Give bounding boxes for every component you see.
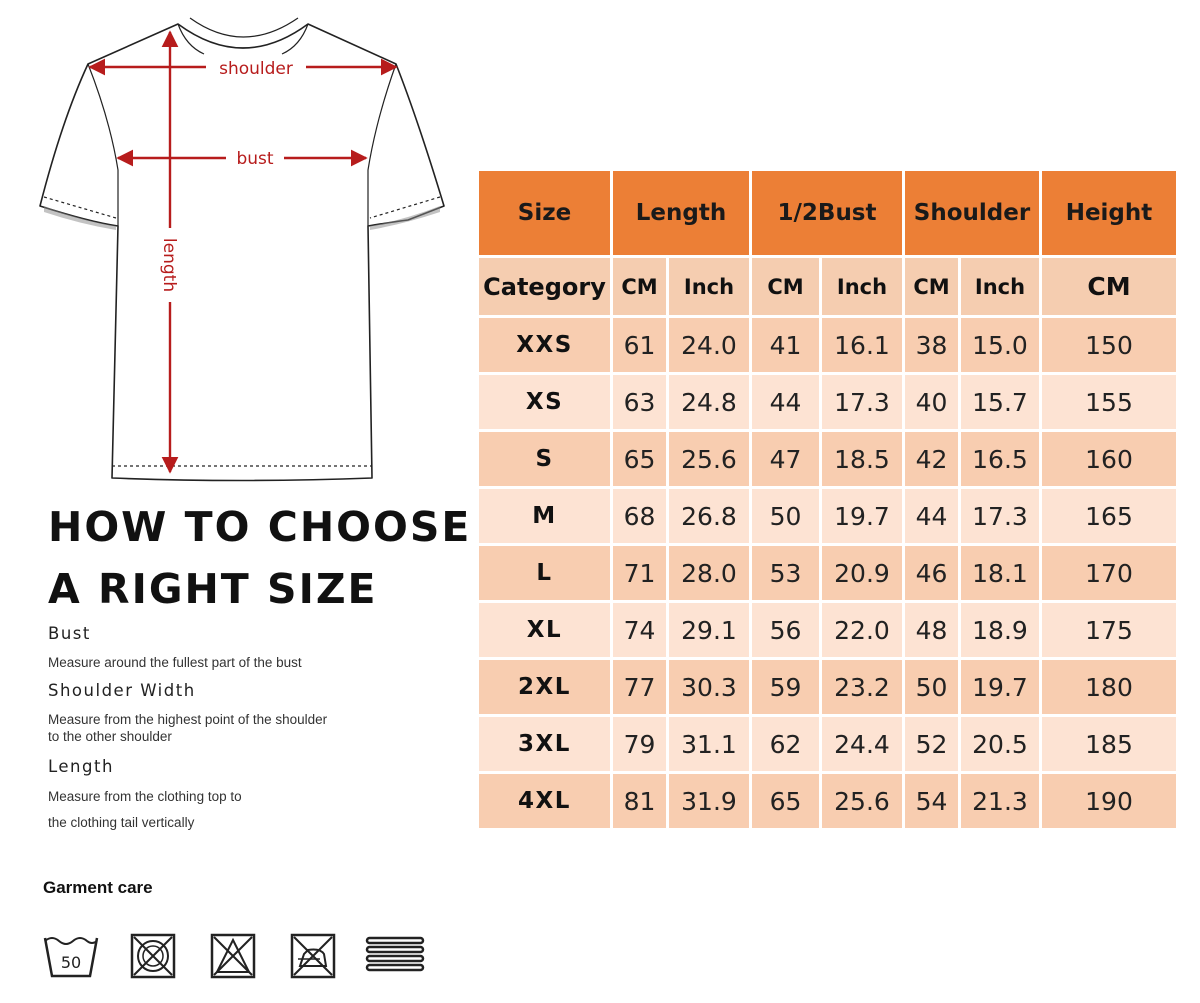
subheader-shoulder-inch: Inch (960, 257, 1041, 317)
cell-shoulder-inch: 18.9 (960, 602, 1041, 659)
cell-size: M (478, 488, 612, 545)
cell-height-cm: 150 (1041, 317, 1178, 374)
cell-bust-inch: 19.7 (821, 488, 904, 545)
cell-length-cm: 71 (612, 545, 668, 602)
tshirt-outline (40, 24, 444, 481)
bust-label: bust (236, 149, 274, 169)
cell-size: S (478, 431, 612, 488)
header-size: Size (478, 170, 612, 257)
cell-length-inch: 25.6 (668, 431, 751, 488)
cell-height-cm: 175 (1041, 602, 1178, 659)
guide-desc-bust: Measure around the fullest part of the bust (48, 655, 302, 670)
cell-bust-inch: 25.6 (821, 773, 904, 830)
heading-line-1: HOW TO CHOOSE (48, 503, 472, 551)
table-subheader-row (478, 257, 1178, 317)
guide-desc-shoulder-2: to the other shoulder (48, 729, 172, 744)
cell-shoulder-inch: 15.7 (960, 374, 1041, 431)
cell-height-cm: 165 (1041, 488, 1178, 545)
cell-height-cm: 185 (1041, 716, 1178, 773)
cell-shoulder-cm: 44 (904, 488, 960, 545)
cell-shoulder-inch: 17.3 (960, 488, 1041, 545)
header-shoulder: Shoulder (904, 170, 1041, 257)
page-heading (48, 496, 471, 620)
table-header-row (478, 170, 1178, 257)
cell-shoulder-inch: 21.3 (960, 773, 1041, 830)
cell-bust-inch: 20.9 (821, 545, 904, 602)
cell-size: 3XL (478, 716, 612, 773)
cell-shoulder-cm: 46 (904, 545, 960, 602)
garment-care-title: Garment care (43, 878, 153, 897)
guide-title-bust: Bust (48, 624, 91, 643)
cell-size: 2XL (478, 659, 612, 716)
cell-bust-cm: 44 (751, 374, 821, 431)
tshirt-diagram (0, 0, 470, 490)
cell-shoulder-inch: 16.5 (960, 431, 1041, 488)
header-height: Height (1041, 170, 1178, 257)
guide-desc-length-1: Measure from the clothing top to (48, 789, 242, 804)
cell-bust-inch: 24.4 (821, 716, 904, 773)
cell-bust-cm: 50 (751, 488, 821, 545)
guide-title-length: Length (48, 757, 114, 776)
subheader-bust-cm: CM (751, 257, 821, 317)
cell-bust-cm: 62 (751, 716, 821, 773)
cell-size: XL (478, 602, 612, 659)
subheader-length-inch: Inch (668, 257, 751, 317)
cell-size: XS (478, 374, 612, 431)
cell-bust-inch: 17.3 (821, 374, 904, 431)
length-label: length (159, 237, 179, 293)
do-not-tumble-dry-icon (130, 932, 176, 980)
cell-length-inch: 28.0 (668, 545, 751, 602)
heading-line-2: A RIGHT SIZE (48, 565, 378, 613)
cell-height-cm: 160 (1041, 431, 1178, 488)
cell-height-cm: 190 (1041, 773, 1178, 830)
do-not-iron-icon (290, 932, 336, 980)
cell-length-inch: 30.3 (668, 659, 751, 716)
cell-length-cm: 77 (612, 659, 668, 716)
cell-length-cm: 68 (612, 488, 668, 545)
size-chart-table (476, 168, 1179, 831)
cell-shoulder-cm: 54 (904, 773, 960, 830)
table-row (478, 374, 1178, 431)
table-row (478, 317, 1178, 374)
wash-temp-label: 50 (60, 953, 82, 972)
cell-shoulder-inch: 15.0 (960, 317, 1041, 374)
cell-shoulder-inch: 18.1 (960, 545, 1041, 602)
cell-size: 4XL (478, 773, 612, 830)
cell-shoulder-inch: 19.7 (960, 659, 1041, 716)
cell-length-inch: 31.1 (668, 716, 751, 773)
cell-bust-cm: 53 (751, 545, 821, 602)
guide-desc-length-2: the clothing tail vertically (48, 815, 195, 830)
table-row (478, 488, 1178, 545)
cell-shoulder-cm: 40 (904, 374, 960, 431)
cell-shoulder-cm: 48 (904, 602, 960, 659)
subheader-bust-inch: Inch (821, 257, 904, 317)
cell-length-cm: 65 (612, 431, 668, 488)
cell-height-cm: 180 (1041, 659, 1178, 716)
subheader-shoulder-cm: CM (904, 257, 960, 317)
cell-length-cm: 79 (612, 716, 668, 773)
cell-shoulder-cm: 42 (904, 431, 960, 488)
cell-length-cm: 74 (612, 602, 668, 659)
guide-desc-shoulder-1: Measure from the highest point of the shoulder (48, 712, 328, 727)
cell-shoulder-cm: 50 (904, 659, 960, 716)
cell-bust-inch: 23.2 (821, 659, 904, 716)
cell-bust-cm: 59 (751, 659, 821, 716)
cell-bust-cm: 65 (751, 773, 821, 830)
cell-length-inch: 26.8 (668, 488, 751, 545)
header-length: Length (612, 170, 751, 257)
cell-shoulder-cm: 52 (904, 716, 960, 773)
cell-length-inch: 31.9 (668, 773, 751, 830)
cell-bust-cm: 41 (751, 317, 821, 374)
subheader-height-cm: CM (1041, 257, 1178, 317)
cell-length-inch: 29.1 (668, 602, 751, 659)
dry-flat-icon (365, 932, 425, 978)
do-not-bleach-icon (210, 932, 256, 980)
cell-height-cm: 155 (1041, 374, 1178, 431)
cell-length-inch: 24.0 (668, 317, 751, 374)
subheader-category: Category (478, 257, 612, 317)
cell-length-inch: 24.8 (668, 374, 751, 431)
cell-bust-inch: 16.1 (821, 317, 904, 374)
cell-shoulder-cm: 38 (904, 317, 960, 374)
cell-shoulder-inch: 20.5 (960, 716, 1041, 773)
cell-size: L (478, 545, 612, 602)
table-row (478, 431, 1178, 488)
table-row (478, 716, 1178, 773)
wash-50-icon (42, 932, 100, 982)
cell-bust-cm: 56 (751, 602, 821, 659)
cell-bust-cm: 47 (751, 431, 821, 488)
cell-bust-inch: 22.0 (821, 602, 904, 659)
shoulder-label: shoulder (219, 59, 293, 79)
cell-size: XXS (478, 317, 612, 374)
table-row (478, 602, 1178, 659)
cell-length-cm: 81 (612, 773, 668, 830)
subheader-length-cm: CM (612, 257, 668, 317)
guide-title-shoulder: Shoulder Width (48, 681, 196, 700)
cell-length-cm: 61 (612, 317, 668, 374)
table-row (478, 773, 1178, 830)
cell-height-cm: 170 (1041, 545, 1178, 602)
table-row (478, 659, 1178, 716)
cell-bust-inch: 18.5 (821, 431, 904, 488)
header-half-bust: 1/2Bust (751, 170, 904, 257)
cell-length-cm: 63 (612, 374, 668, 431)
table-row (478, 545, 1178, 602)
